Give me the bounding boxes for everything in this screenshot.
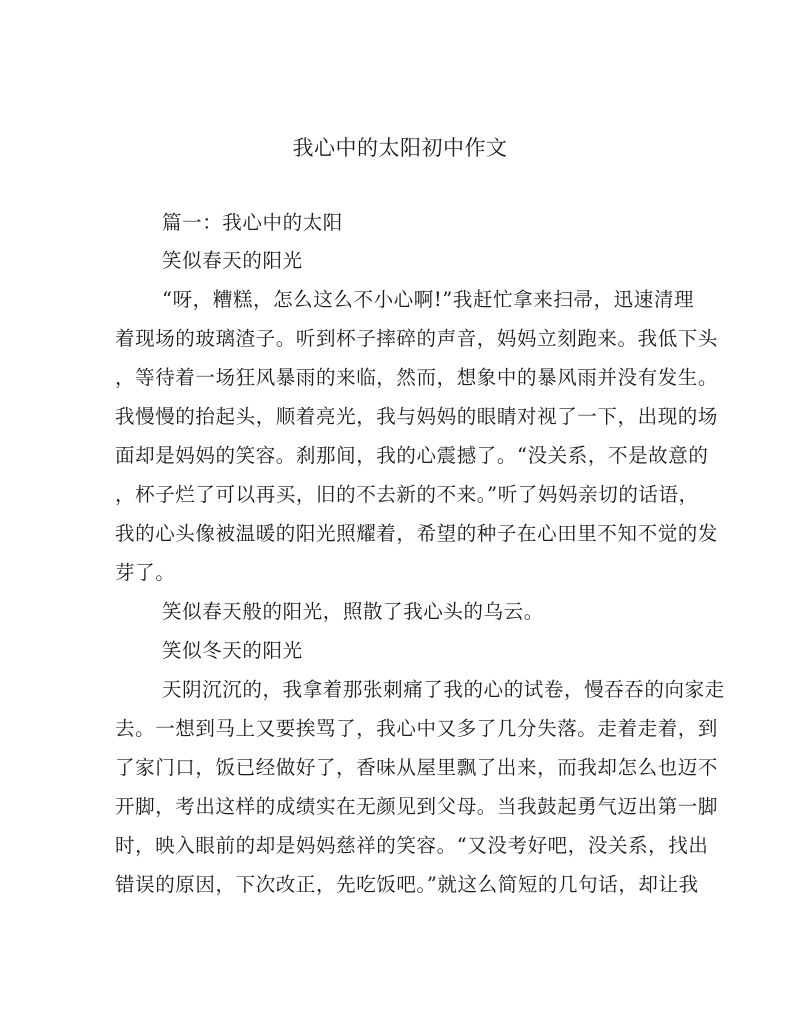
paragraph-line: 我慢慢的抬起头，顺着亮光，我与妈妈的眼睛对视了一下，出现的场 xyxy=(115,405,719,428)
paragraph-line: 笑似春天般的阳光，照散了我心头的乌云。 xyxy=(162,600,544,623)
subheading: 笑似春天的阳光 xyxy=(162,249,303,272)
paragraph-line: 错误的原因，下次改正，先吃饭吧。”就这么简短的几句话，却让我 xyxy=(115,873,699,896)
paragraph-line: 着现场的玻璃渣子。听到杯子摔碎的声音，妈妈立刻跑来。我低下头 xyxy=(115,327,719,350)
paragraph-line: “呀，糟糕，怎么这么不小心啊!”我赶忙拿来扫帚，迅速清理 xyxy=(162,288,695,311)
document-title: 我心中的太阳初中作文 xyxy=(292,136,508,160)
paragraph-line: 我的心头像被温暖的阳光照耀着，希望的种子在心田里不知不觉的发 xyxy=(115,522,719,545)
paragraph-line: 面却是妈妈的笑容。刹那间，我的心震撼了。“没关系，不是故意的 xyxy=(115,444,709,467)
subheading: 笑似冬天的阳光 xyxy=(162,639,303,662)
paragraph-line: 去。一想到马上又要挨骂了，我心中又多了几分失落。走着走着，到 xyxy=(115,717,719,740)
paragraph-line: 了家门口，饭已经做好了，香味从屋里飘了出来，而我却怎么也迈不 xyxy=(115,756,719,779)
paragraph-line: 时，映入眼前的却是妈妈慈祥的笑容。“又没考好吧，没关系，找出 xyxy=(115,834,709,857)
paragraph-line: 芽了。 xyxy=(115,561,176,584)
section-heading: 篇一：我心中的太阳 xyxy=(162,211,343,234)
paragraph-line: ，等待着一场狂风暴雨的来临，然而，想象中的暴风雨并没有发生。 xyxy=(115,366,719,389)
paragraph-line: 天阴沉沉的，我拿着那张刺痛了我的心的试卷，慢吞吞的向家走 xyxy=(162,678,725,701)
paragraph-line: 开脚，考出这样的成绩实在无颜见到父母。当我鼓起勇气迈出第一脚 xyxy=(115,795,719,818)
paragraph-line: ，杯子烂了可以再买，旧的不去新的不来。”听了妈妈亲切的话语， xyxy=(115,483,699,506)
